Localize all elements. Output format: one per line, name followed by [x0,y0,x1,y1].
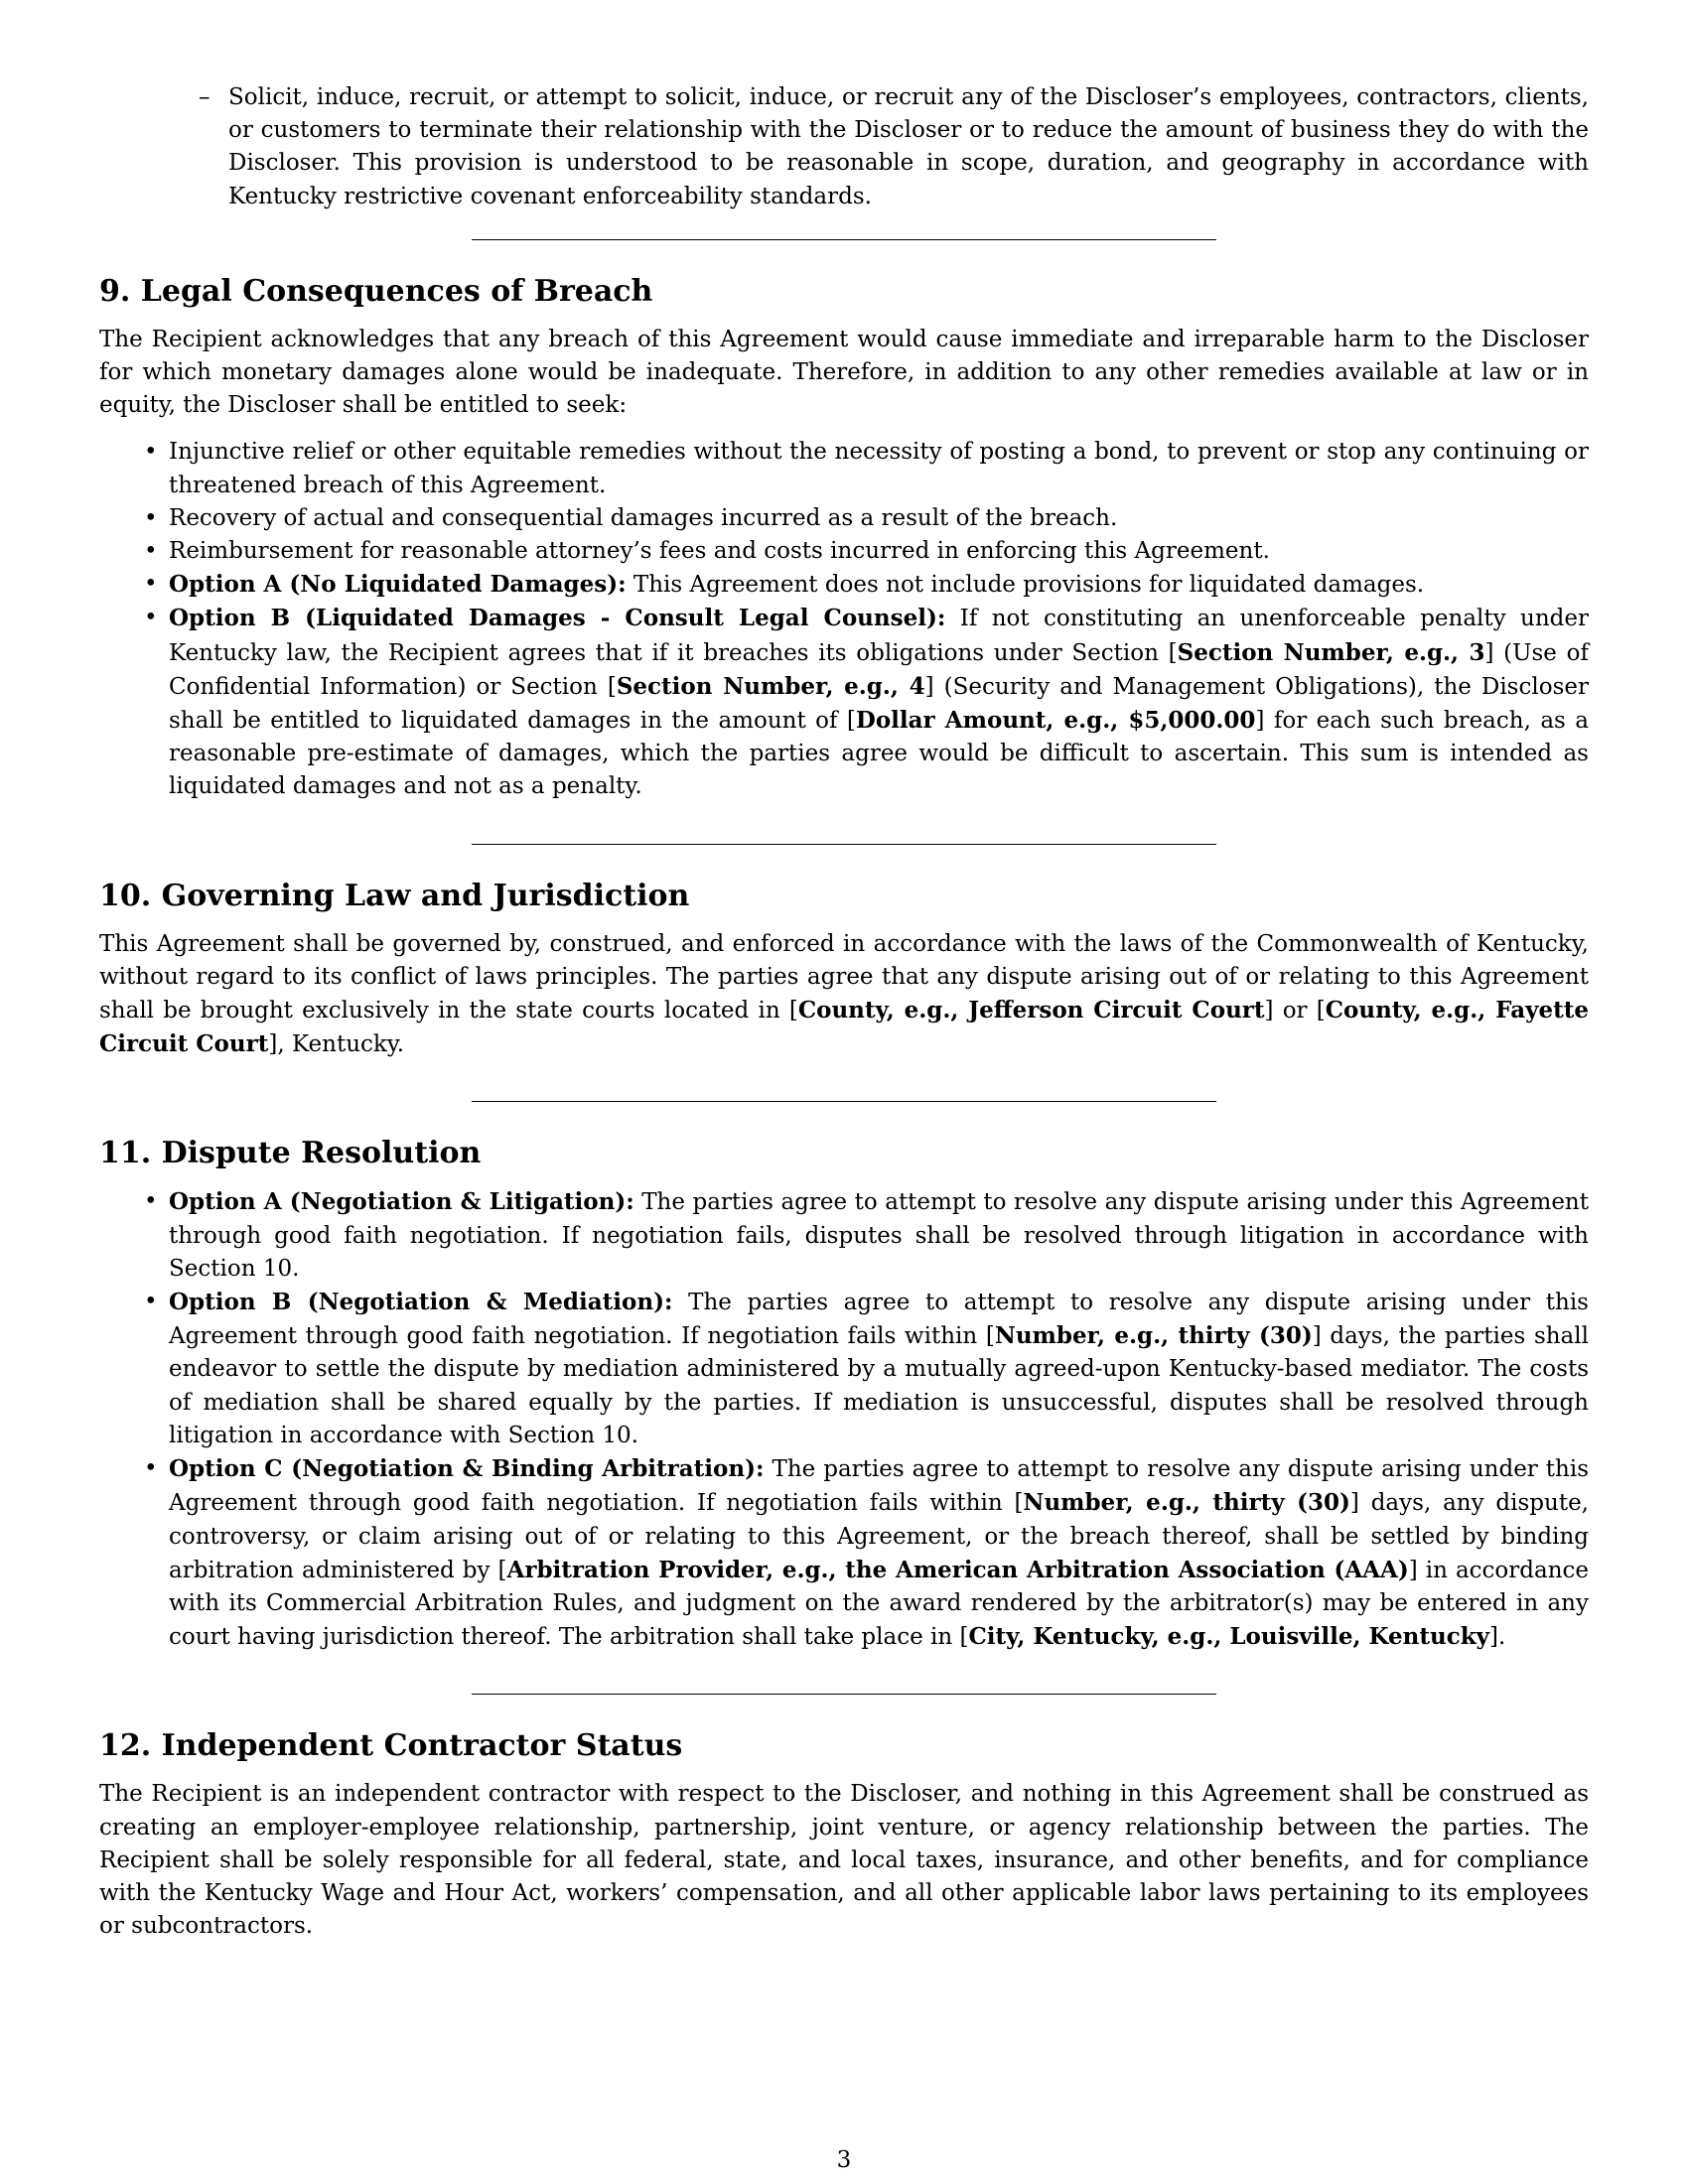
placeholder-field: Arbitration Provider, e.g., the American Arbitration Association (AAA) [506,1556,1409,1583]
section-12-heading: 12. Independent Contractor Status [99,1728,683,1764]
list-item-text: Reimbursement for reasonable attorney’s fees and costs incurred in enforcing this Agreement. [169,538,1270,565]
section-11-heading: 11. Dispute Resolution [99,1136,482,1171]
section-9-heading: 9. Legal Consequences of Breach [99,273,653,309]
list-item [144,436,1589,501]
placeholder-field: Dollar Amount, e.g., $5,000.00 [855,707,1256,735]
section-12-text: The Recipient is an independent contractor with respect to the Discloser, and nothing in this Agreement shall be construed as creating an employer-employee relationship, partnership, joint venture, or agency relationship between the parties. The Recipient shall be solely responsible for all federal, state, and local taxes, insurance, and other benefits, and for compliance with the Kentucky Wage and Hour Act, workers’ compensation, and all other applicable labor laws pertaining to its employees or subcontractors. [99,1781,1589,1940]
bullet-marker: • [144,439,158,466]
list-item [144,1452,1590,1654]
bullet-marker: • [144,1289,158,1315]
placeholder-field: County, e.g., Fayette Circuit Court [99,997,1589,1058]
section-11 [99,1136,1589,1654]
section-11-list [99,1185,1589,1654]
list-item-text: ] days, any dispute, controversy, or claim arising out of or relating to this Agreement, or the breach thereof, shall be settled by binding arbitration administered by [ [169,1490,1589,1583]
list-item-text: ] days, the parties shall endeavor to settle the dispute by mediation administered by a mutually agreed-upon Kentucky-based mediator. The costs of mediation shall be shared equally by the parties. If mediation is unsuccessful, disputes shall be resolved through litigation in accordance with Section 10. [169,1323,1589,1448]
option-label: Option B (Negotiation & Mediation): [169,1289,673,1316]
paragraph-text: This Agreement shall be governed by, construed, and enforced in accordance with the laws of the Commonwealth of Kentucky, without regard to its conflict of laws principles. The parties agree that any dispute arising out of or relating to this Agreement shall be brought exclusively in the state courts located in [ [99,930,1589,1024]
list-item [144,535,1589,568]
document-page [99,81,1589,1943]
list-item [144,602,1589,803]
section-12 [99,1728,1589,1943]
list-item-text: Injunctive relief or other equitable remedies without the necessity of posting a bond, to prevent or stop any continuing or threatened breach of this Agreement. [169,439,1589,498]
list-item-text: Recovery of actual and consequential damages incurred as a result of the breach. [169,504,1118,531]
list-item [144,568,1589,602]
list-item [144,1185,1589,1286]
list-item-text: ] for each such breach, as a reasonable pre-estimate of damages, which the parties agree would be difficult to ascertain. This sum is intended as liquidated damages and not as a penalty. [169,708,1589,800]
dash-marker: – [199,84,211,110]
section-divider [472,844,1216,845]
placeholder-field: City, Kentucky, e.g., Louisville, Kentucky [968,1623,1490,1651]
bullet-marker: • [144,605,158,631]
bullet-marker: • [144,1188,158,1215]
option-label: Option A (No Liquidated Damages): [169,571,627,599]
page-number: 3 [836,2147,852,2173]
non-solicitation-item [199,81,1589,213]
placeholder-field: Section Number, e.g., 3 [1177,638,1485,666]
list-item-text: ] in accordance with its Commercial Arbitration Rules, and judgment on the award rendered by the arbitrator(s) may be entered in any court having jurisdiction thereof. The arbitration shall take place in [ [169,1557,1589,1651]
bullet-marker: • [144,504,158,531]
placeholder-field: Number, e.g., thirty (30) [994,1322,1313,1350]
non-solicitation-text: Solicit, induce, recruit, or attempt to solicit, induce, or recruit any of the Discloser’s employees, contractors, clients, or customers to terminate their relationship with the Discloser or to reduce the amount of business they do with the Discloser. This provision is understood to be reasonable in scope, duration, and geography in accordance with Kentucky restrictive covenant enforceability standards. [228,84,1589,209]
list-item-text: The parties agree to attempt to resolve any dispute arising under this Agreement through good faith negotiation. If negotiation fails within [ [169,1456,1590,1517]
placeholder-field: Section Number, e.g., 4 [616,672,925,700]
list-item [144,502,1589,535]
section-divider [472,239,1216,240]
paragraph-text: ], Kentucky. [268,1031,405,1058]
placeholder-field: Number, e.g., thirty (30) [1023,1489,1350,1517]
option-label: Option B (Liquidated Damages - Consult Legal Counsel): [169,605,946,632]
option-label: Option A (Negotiation & Litigation): [169,1188,634,1216]
section-10 [99,879,1589,1062]
bullet-marker: • [144,571,158,598]
list-item-text: ]. [1489,1624,1506,1651]
bullet-marker: • [144,1455,158,1482]
list-item-text: If not constituting an unenforceable penalty under Kentucky law, the Recipient agrees that if it breaches its obligations under Section [ [169,606,1589,666]
placeholder-field: County, e.g., Jefferson Circuit Court [797,997,1265,1024]
section-9-list [99,436,1589,803]
bullet-marker: • [144,538,158,565]
list-item-text: ] (Security and Management Obligations), the Discloser shall be entitled to liquidated damages in the amount of [ [169,673,1589,735]
section-10-text [99,928,1589,1062]
option-label: Option C (Negotiation & Binding Arbitration): [169,1455,765,1483]
section-divider [472,1101,1216,1102]
section-9-intro: The Recipient acknowledges that any breach of this Agreement would cause immediate and irreparable harm to the Discloser for which monetary damages alone would be inadequate. Therefore, in addition to any other remedies available at law or in equity, the Discloser shall be entitled to seek: [99,326,1589,419]
section-10-heading: 10. Governing Law and Jurisdiction [99,878,690,913]
list-item-text: ] (Use of Confidential Information) or Section [ [169,639,1589,700]
paragraph-text: ] or [ [1264,998,1326,1024]
list-item-text: The parties agree to attempt to resolve any dispute arising under this Agreement through good faith negotiation. If negotiation fails within [ [169,1290,1589,1350]
section-9 [99,274,1589,804]
list-item [144,1286,1589,1452]
section-divider [472,1694,1216,1695]
list-item-text: This Agreement does not include provisions for liquidated damages. [626,572,1425,599]
list-item-text: The parties agree to attempt to resolve any dispute arising under this Agreement through good faith negotiation. If negotiation fails, disputes shall be resolved through litigation in accordance with Section 10. [169,1189,1589,1282]
